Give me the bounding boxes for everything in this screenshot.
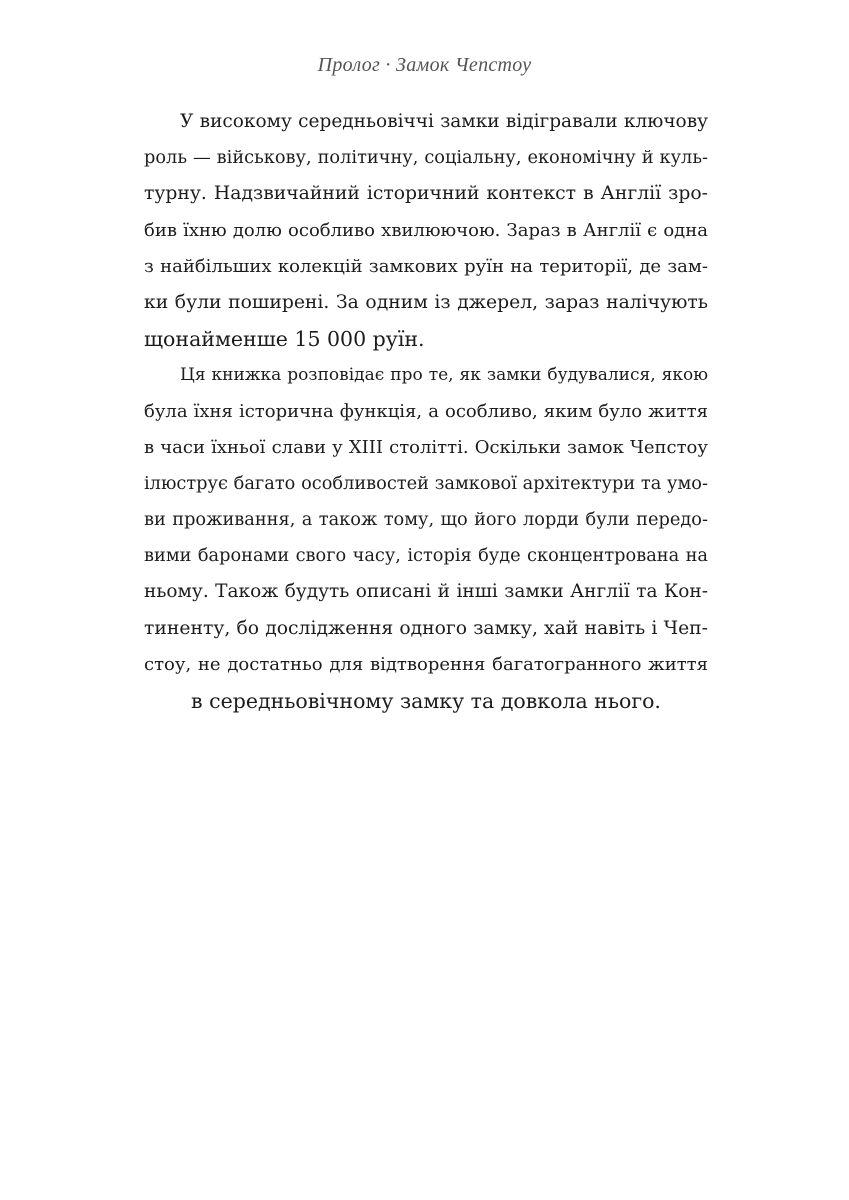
paragraph-2-line: ньому. Також будуть описані й інші замки Англії та Кон-: [144, 581, 708, 603]
paragraph-2-line: стоу, не достатньо для відтворення багатогранного життя: [144, 653, 708, 675]
paragraph-2-line: в часи їхньої слави у XIII столітті. Оскільки замок Чепстоу: [144, 436, 708, 458]
running-head: Пролог · Замок Чепстоу: [317, 54, 532, 76]
paragraph-1-line: з найбільших колекцій замкових руїн на території, де зам-: [144, 255, 708, 277]
paragraph-1-line: У високому середньовіччі замки відігравали ключову: [180, 111, 708, 132]
paragraph-2-line: Ця книжка розповідає про те, як замки будувалися, якою: [180, 365, 708, 386]
paragraph-1-line: ки були поширені. За одним із джерел, зараз налічують: [144, 291, 708, 313]
paragraph-2-line: вими баронами свого часу, історія буде сконцентрована на: [144, 546, 708, 567]
paragraph-1-line: турну. Надзвичайний історичний контекст в Англії зро-: [144, 183, 708, 205]
paragraph-2-line: ілюструє багато особливостей замкової архітектури та умо-: [144, 473, 708, 494]
paragraph-2-line: була їхня історична функція, а особливо, яким було життя: [144, 400, 708, 422]
paragraph-1-line: роль — військову, політичну, соціальну, економічну й куль-: [144, 148, 708, 169]
body-text: [144, 104, 708, 719]
paragraph-2-line: тиненту, бо дослідження одного замку, хай навіть і Чеп-: [144, 617, 708, 639]
paragraph-1-line: щонайменше 15 000 руїн.: [144, 327, 425, 352]
paragraph-1-line: бив їхню долю особливо хвилюючою. Зараз в Англії є одна: [144, 219, 708, 241]
paragraph-2-line: в середньовічному замку та довкола нього.: [191, 689, 661, 713]
paragraph-2-line: ви проживання, а також тому, що його лорди були передо-: [144, 510, 708, 531]
